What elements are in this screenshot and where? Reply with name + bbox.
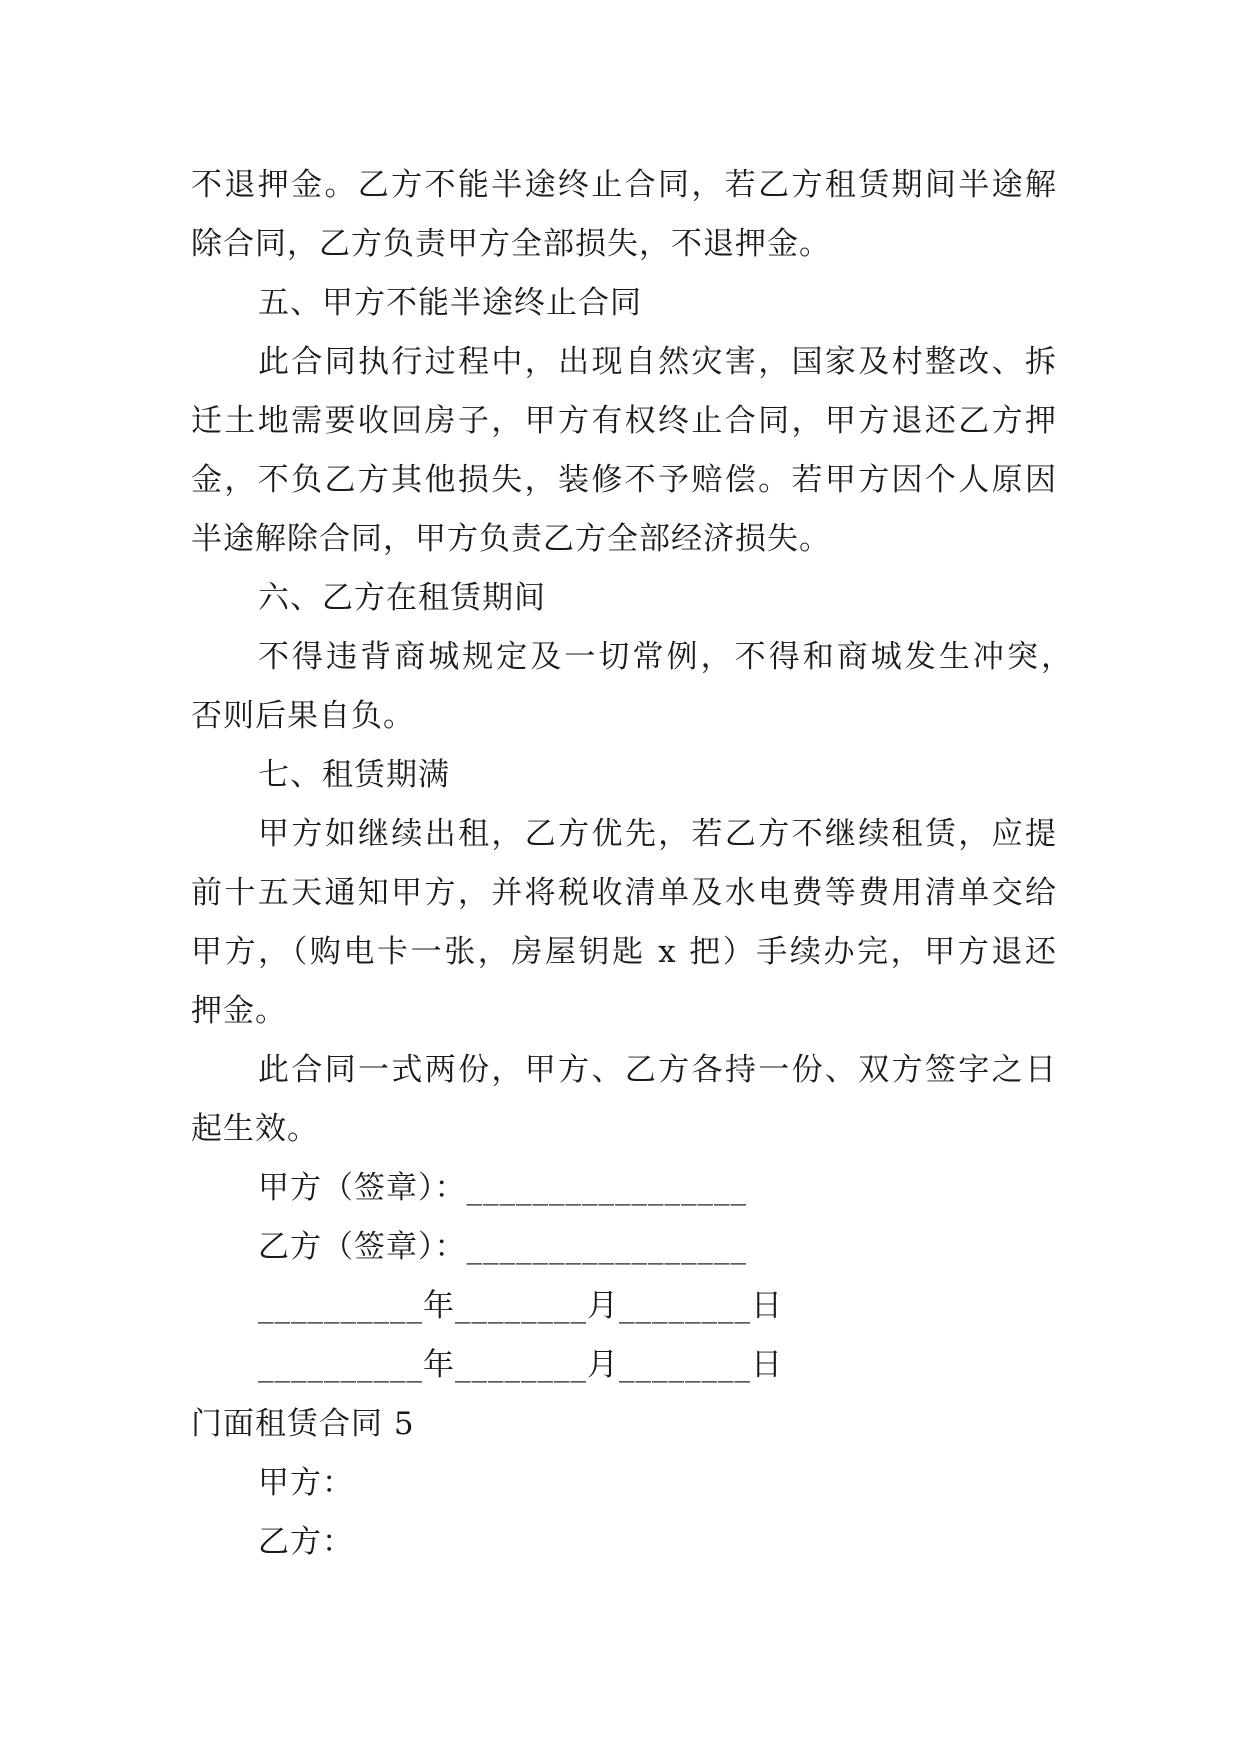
paragraph-line: 除合同，乙方负责甲方全部损失，不退押金。 — [191, 226, 831, 262]
paragraph-line: 迁土地需要收回房子，甲方有权终止合同，甲方退还乙方押 — [191, 403, 1057, 439]
clause-heading: 七、租赁期满 — [258, 757, 450, 793]
party-b-label: 乙方： — [258, 1524, 354, 1560]
paragraph-line: 否则后果自负。 — [191, 698, 415, 734]
paragraph-line: 甲方，（购电卡一张，房屋钥匙 x 把）手续办完，甲方退还 — [191, 934, 1057, 970]
paragraph-line: 不退押金。乙方不能半途终止合同，若乙方租赁期间半途解 — [191, 167, 1057, 203]
clause-heading: 六、乙方在租赁期间 — [258, 580, 546, 616]
paragraph-line: 甲方如继续出租，乙方优先，若乙方不继续租赁，应提 — [258, 816, 1057, 852]
signature-line-party-b: 乙方（签章）：_________________ — [258, 1229, 747, 1265]
date-line: __________年________月________日 — [258, 1288, 783, 1324]
contract-title: 门面租赁合同 5 — [191, 1406, 415, 1442]
date-line: __________年________月________日 — [258, 1347, 783, 1383]
paragraph-line: 前十五天通知甲方，并将税收清单及水电费等费用清单交给 — [191, 875, 1057, 911]
paragraph-line: 不得违背商城规定及一切常例，不得和商城发生冲突， — [258, 639, 1073, 675]
paragraph-line: 起生效。 — [191, 1111, 319, 1147]
paragraph-line: 此合同一式两份，甲方、乙方各持一份、双方签字之日 — [258, 1052, 1057, 1088]
paragraph-line: 半途解除合同，甲方负责乙方全部经济损失。 — [191, 521, 831, 557]
paragraph-line: 押金。 — [191, 993, 287, 1029]
signature-line-party-a: 甲方（签章）：_________________ — [258, 1170, 747, 1206]
paragraph-line: 此合同执行过程中，出现自然灾害，国家及村整改、拆 — [258, 344, 1057, 380]
document-body — [191, 156, 1073, 1572]
party-a-label: 甲方： — [258, 1465, 354, 1501]
paragraph-line: 金，不负乙方其他损失，装修不予赔偿。若甲方因个人原因 — [191, 462, 1057, 498]
clause-heading: 五、甲方不能半途终止合同 — [258, 285, 642, 321]
